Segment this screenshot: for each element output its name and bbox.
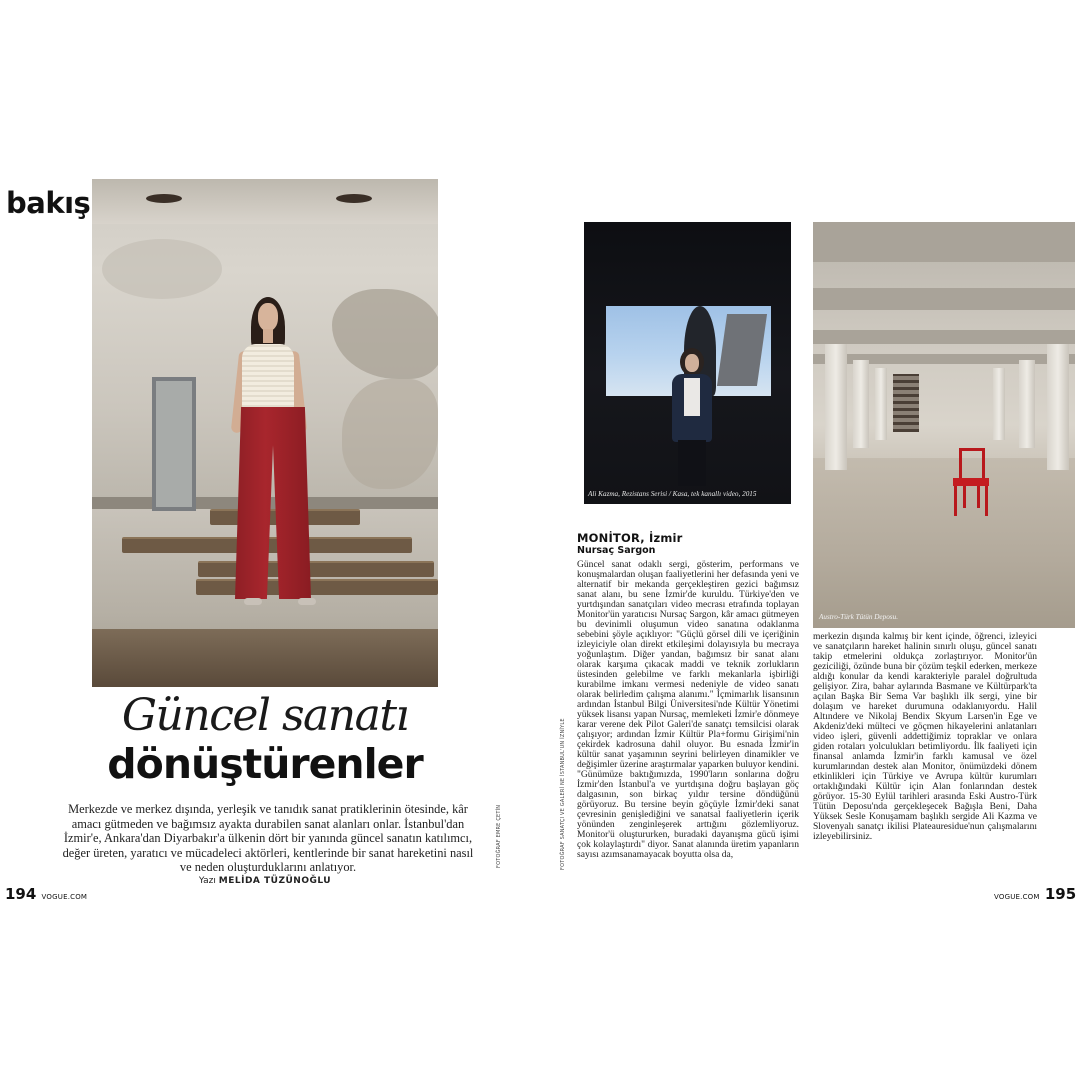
concrete-column <box>825 344 847 470</box>
figure-shoe <box>244 598 262 605</box>
folio-right <box>994 885 1076 903</box>
figure-face <box>258 303 278 331</box>
wall-stain <box>332 289 438 379</box>
portrait-photo <box>92 179 438 687</box>
headline-line1: Güncel sanatı <box>121 690 409 741</box>
warehouse-photo-caption: Austro-Türk Tütün Deposu. <box>819 613 898 621</box>
red-chair-seat <box>953 478 989 486</box>
article-column-1: Güncel sanat odaklı sergi, gösterim, performans ve konuşmalardan oluşan faaliyetlerini her defasında yeni ve alternatif bir mekanda gerçekleştiren gezici bağımsız sanat alanı, bu sene İzmir'de kuruldu. Türkiye'den ve yurtdışından sanatçıları video mecrası etrafında toplayan Monitor'ün yaratıcısı Nursaç Sargon, kâr amacı gütmeyen bu devinimli oluşumun video sanatına odaklanma sebebini şöyle açıklıyor: "Güçlü görsel dili ve içeriğinin izleyiciyle olan direkt etkileşimi dolayısıyla bu mecraya yoğunlaştım. Diğer yandan, bağımsız bir sanat alanı olarak karşıma çıkacak maddi ve teknik zorlukların üstesinden gelebilme ve farklı mekanlarla işbirliği kurabilme imkanı vermesi nedeniyle de video sanatı olarak belirledim çalışma alanımı." İçmimarlık lisansının ardından İstanbul Bilgi Üniversitesi'nde Kültür Yönetimi yüksek lisansı yapan Nursaç, memleketi İzmir'e dönmeye karar verene dek Pilot Galeri'de sanatçı temsilcisi olarak çalışıyor; ardından İzmir Kültür Pla+formu Girişimi'nin çekirdek kadrosuna dahil oluyor. Bu esnada İzmir'in kültür sanat yaşamının seyrini belirleyen dinamikler ve değişimler üzerine araştırmalar yaparken buluyor kendini. "Günümüze baktığımızda, 1990'ların sonlarına doğru İzmir'den İstanbul'a ve yurtdışına doğru başlayan göç dalgasının, son birkaç yıldır tersine döndüğünü görüyoruz. Bu tersine beyin göçüyle İzmir'deki sanat çevresinin genişlediğini ve sanatsal faaliyetlerin içerik yönünden zenginleşerek arttığını gözlemliyoruz. Monitor'ü oluştururken, buradaki dayanışma gücü işimi çok kolaylaştırdı" diyor. Sanat alanında üretim yapanların sayısı azımsanamayacak boyutta olsa da, <box>577 559 799 860</box>
floor-plank <box>198 561 434 577</box>
projected-monolith <box>717 314 767 386</box>
red-chair-leg <box>985 486 988 516</box>
wall-stain <box>342 379 438 489</box>
ceiling-beam <box>813 288 1075 310</box>
byline-author: MELİDA TÜZÜNOĞLU <box>218 876 332 886</box>
article-column-2: merkezin dışında kalmış bir kent içinde, öğrenci, izleyici ve sanatçıların hareket halinin sınırlı oluşu, güncel sanatı takip etmelerini oldukça zorlaştırıyor. Monitor'ün geziciliği, özünde buna bir çözüm teşkil ederken, merkeze aldığı konular da kendi karakteriyle paralel doğrultuda gelişiyor. Zira, bahar aylarında Basmane ve Kültürpark'ta açılan Başka Bir Sema Var başlıklı ilk sergi, yine bir dolaşım ve hareket durumuna odaklanıyordu. Halil Altındere ve Nikolaj Bendix Skyum Larsen'in Ege ve Akdeniz'deki mülteci ve göçmen hikayelerini anlatanları video işleri, güvenli addettiğimiz topraklar ve onlara giden rotaları yolculukları betimliyordu. İlk faaliyeti için finansal anlamda İzmir'in farklı kamusal ve özel kurumlarından destek alan Monitor, önümüzdeki dönem etkinlikleri için Türkiye ve Avrupa kültür kurumları ortaklığındaki Kültür için Alan fonlarından destek görüyor. 15-30 Eylül tarihleri arasında Eski Austro-Türk Tütün Deposu'nda gerçekleşecek Bağışla Beni, Daha Yüksek Sesle Konuşamam başlıklı sergide Ali Kazma ve Slovenyalı sanatçı ikilisi Plateauresidue'nun çalışmalarını izleyebilirsiniz. <box>813 631 1037 842</box>
foreground-planks <box>92 629 438 687</box>
floor-plank <box>196 579 438 595</box>
ceiling-beam <box>813 222 1075 262</box>
wall-stain <box>102 239 222 299</box>
article-title: MONİTOR, İzmir <box>577 531 683 545</box>
headline-line2: dönüştürenler <box>107 740 423 788</box>
video-installation-photo <box>584 222 791 504</box>
ceiling-beam <box>813 330 1075 344</box>
figure-knit-top <box>242 344 294 410</box>
artist-face <box>685 354 699 372</box>
deck-text: Merkezde ve merkez dışında, yerleşik ve tanıdık sanat pratiklerinin ötesinde, kâr amacı gütmeden ve bağımsız ayakta durabilen sanat alanları onlar. İstanbul'dan İzmir'e, Ankara'dan Diyarbakır'a ülkenin dört bir yanında güncel sanatın katılımcı, değer üreten, yaratıcı ve mücadeleci aktörleri, kentlerinde bir sanat hareketini nasıl ve neden oluşturduklarını anlatıyor. <box>62 802 474 875</box>
concrete-column <box>993 368 1005 440</box>
concrete-column <box>1019 360 1035 448</box>
section-label: bakış <box>6 186 91 220</box>
artist-shirt <box>684 378 700 416</box>
red-chair-leg <box>954 486 957 516</box>
concrete-column <box>1047 344 1069 470</box>
concrete-column <box>853 360 869 448</box>
red-chair-leg <box>977 486 980 508</box>
video-photo-caption: Ali Kazma, Rezistans Serisi / Kasa, tek kanallı video, 2015 <box>588 490 757 498</box>
photo-credit-right: FOTOĞRAF SANATÇI VE GALERİ NE İSTANBUL'UN İZNİYLE <box>560 718 566 870</box>
byline <box>92 876 438 886</box>
staircase <box>893 374 919 432</box>
artist-legs <box>678 440 706 486</box>
folio-left <box>5 885 87 903</box>
page-number-left: 194 <box>5 885 37 903</box>
article-author: Nursaç Sargon <box>577 545 656 556</box>
ceiling <box>92 179 438 224</box>
figure-shoe <box>298 598 316 605</box>
warehouse-photo <box>813 222 1075 628</box>
concrete-column <box>875 368 887 440</box>
site-name-right: VOGUE.COM <box>994 893 1040 901</box>
ceiling-light-hole <box>146 194 182 203</box>
red-chair-leg <box>963 486 966 508</box>
byline-prefix: Yazı <box>198 876 216 886</box>
site-name-left: VOGUE.COM <box>41 893 88 901</box>
photo-credit-left: FOTOĞRAF EMRE ÇETİN <box>496 804 502 868</box>
red-chair-back <box>959 448 985 478</box>
warehouse-floor <box>813 458 1075 628</box>
ceiling-light-hole <box>336 194 372 203</box>
figure-neck <box>263 329 273 343</box>
page-number-right: 195 <box>1044 885 1077 903</box>
old-door <box>152 377 196 511</box>
